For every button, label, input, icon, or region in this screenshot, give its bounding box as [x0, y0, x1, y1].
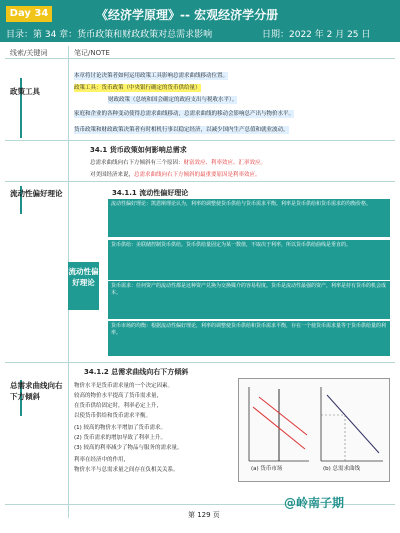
- reason-line: 总需求曲线向右下方倾斜有三个原因：财富效应、利率效应、汇率效应。: [90, 160, 267, 166]
- section-34-1-title: 34.1 货币政策如何影响总需求: [90, 146, 187, 154]
- watermark: @岭南子期: [284, 496, 345, 510]
- money-demand-curve-2: [259, 397, 307, 435]
- policy-line-3: 财政政策（总统和国会确定的政府支出与税收水平）。: [108, 97, 238, 103]
- ad-line-9: 物价水平与总需求量之间存在负相关关系。: [74, 467, 179, 473]
- policy-line-1: 本章将讨论决策者如何运用政策工具影响总需求曲线移动位置。: [74, 73, 229, 79]
- day-badge: Day 34: [6, 6, 52, 22]
- policy-line-5: 货币政策和财政政策决策者有时相机行事以稳定经济，以减少国内生产总值和就业波动。: [74, 127, 289, 133]
- liquidity-box-4: 货币市场的均衡：根据流动性偏好理论，利率的调整使货币供给和货币需求平衡，存在一个使货币需求量等于货币供给量的利率。: [108, 321, 390, 356]
- ad-line-4: 以使货币供给和货币需求平衡。: [74, 413, 152, 419]
- book-title: 《经济学原理》-- 宏观经济学分册: [96, 8, 279, 22]
- divider: [5, 58, 395, 59]
- caption-a: (a) 货币市场: [251, 466, 283, 472]
- liquidity-box-2: 货币供给：美联储控制货币供给。货币供给量固定为某一数值，不取决于利率，所以货币供给曲线是垂直的。: [108, 240, 390, 280]
- ad-line-5: (1) 较高的物价水平增加了货币需求。: [74, 425, 167, 431]
- caption-b: (b) 总需求曲线: [323, 466, 361, 472]
- keyword-liquidity: 流动性偏好理论: [10, 189, 63, 198]
- section-34-1-1-title: 34.1.1 流动性偏好理论: [112, 189, 189, 197]
- date-line: 日期：2022 年 2 月 25 日: [262, 30, 371, 40]
- ad-line-7: (3) 较高的利率减少了物品与服务的需求量。: [74, 445, 183, 451]
- header-bar: [0, 0, 400, 42]
- interest-effect-line: 对美国经济来说，总需求曲线向右下方倾斜的最重要原因是利率效应。: [90, 172, 261, 178]
- aggregate-demand-curve: [327, 395, 379, 453]
- liquidity-label: 流动性偏好理论: [68, 262, 99, 310]
- divider: [5, 140, 395, 141]
- ad-line-3: 在货币供给固定时，利率必定上升，: [74, 403, 163, 409]
- policy-line-4: 家庭和企业的各种变动使得总需求曲线移动，总需求曲线的移动会影响总产出与物价水平。: [74, 111, 295, 117]
- money-market-diagram: [238, 378, 390, 482]
- divider: [5, 362, 395, 363]
- ad-line-8: 利率在经济中的作用，: [74, 457, 130, 463]
- page-number: 第 129 页: [188, 511, 220, 519]
- three-effects: 财富效应、利率效应、汇率效应。: [183, 160, 267, 166]
- liquidity-box-1: 流动性偏好理论：凯恩斯理论认为，利率的调整使货币供给与货币需求平衡。利率是货币供给和货币需求的均衡价格。: [108, 199, 390, 237]
- ad-line-6: (2) 货币需求的增加导致了利率上升。: [74, 435, 167, 441]
- liquidity-box-3: 货币需求：任何资产的流动性都是这种资产兑换为交换媒介的容易程度。货币是流动性最强的资产，利率是持有货币的机会成本。: [108, 281, 390, 319]
- keyword-policy-tools: 政策工具: [10, 87, 40, 96]
- divider: [5, 181, 395, 182]
- policy-line-2: 政策工具：货币政策（中央银行确定的货币供给量）: [74, 85, 201, 91]
- keyword-ad-slope: 总需求曲线向右下方倾斜: [10, 381, 63, 401]
- section-34-1-2-title: 34.1.2 总需求曲线向右下方倾斜: [84, 368, 189, 376]
- chapter-line: 目录：第 34 章：货币政策和财政政策对总需求影响: [6, 30, 213, 40]
- keyword-column-header: 线索/关键词: [10, 49, 48, 57]
- ad-line-2: 较高的物价水平提高了货币需求量，: [74, 393, 163, 399]
- notes-column-header: 笔记/NOTE: [74, 49, 110, 57]
- ad-line-1: 物价水平是货币需求量的一个决定因素。: [74, 383, 174, 389]
